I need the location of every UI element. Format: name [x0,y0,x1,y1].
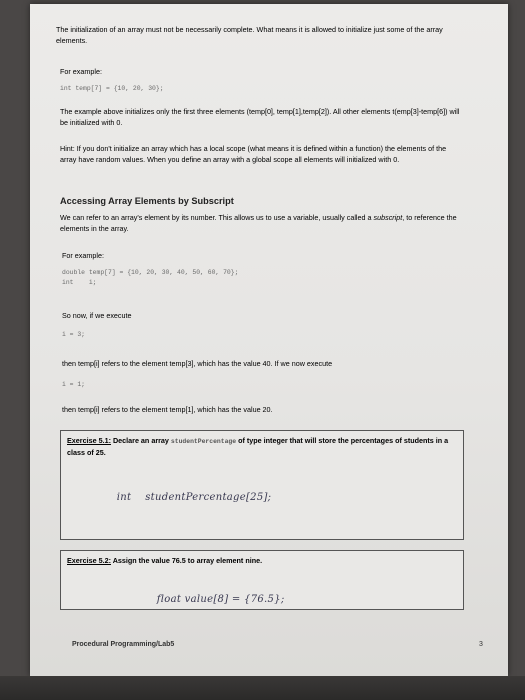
code-sample-2: double temp[7] = {10, 20, 30, 40, 50, 60, 70}; int i; [62,269,239,286]
exercise-5-1-prompt: Exercise 5.1: Declare an array studentPercentage of type integer that will store the percentages of students in a class of 25. [67,436,449,457]
for-example-label-1: For example: [60,67,102,76]
exercise-5-2-prompt: Exercise 5.2: Assign the value 76.5 to array element nine. [67,556,263,565]
so-now-text: So now, if we execute [62,311,132,320]
code-sample-4: i = 1; [62,381,86,388]
exercise-5-2-box [60,550,464,610]
page-shadow [0,676,525,700]
exercise-5-2-answer[interactable]: float value[8] = {76.5}; [156,594,285,605]
for-example-label-2: For example: [62,251,104,260]
then-text-1: then temp[i] refers to the element temp[3], which has the value 40. If we now execute [62,359,333,368]
then-text-2: then temp[i] refers to the element temp[1], which has the value 20. [62,405,273,414]
code-sample-3: i = 3; [62,331,86,338]
intro-paragraph: The initialization of an array must not be necessarily complete. What means it is allowed to initialize just some of the array elements. [56,25,443,45]
code-sample-1: int temp[7] = {10, 20, 30}; [60,85,164,92]
exercise-5-1-answer[interactable]: int studentPercentage[25]; [116,492,272,503]
section-paragraph: We can refer to an array's element by its number. This allows us to use a variable, usually called a subscript, to reference the elements in the array. [60,213,457,233]
page-number: 3 [479,641,483,648]
section-title: Accessing Array Elements by Subscript [60,196,234,206]
footer-text: Procedural Programming/Lab5 [72,641,175,648]
exercise-5-1-box [60,430,464,540]
explanation-paragraph: The example above initializes only the first three elements (temp[0], temp[1],temp[2]). All other elements t(emp[3]-temp[6]) will be initialized with 0. [60,107,460,127]
hint-paragraph: Hint: If you don't initialize an array which has a local scope (what means it is defined within a function) the elements of the array have random values. When you define an array with a global scope all elements will initialized with 0. [60,144,447,164]
